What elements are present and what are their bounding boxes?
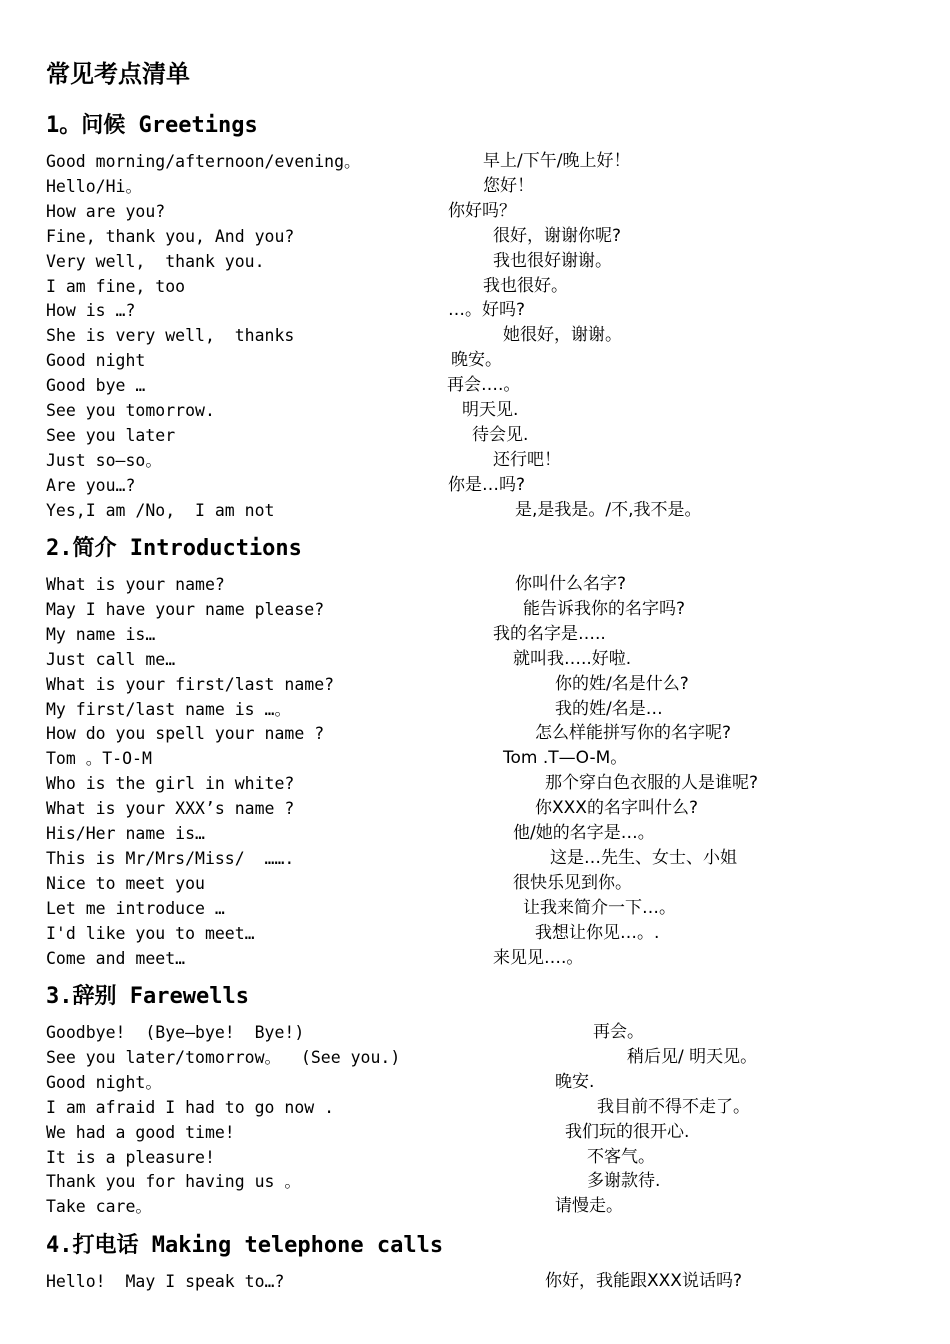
phrase-row <box>0 199 950 224</box>
english-phrase: Hello/Hi。 <box>46 176 142 196</box>
phrase-row <box>0 1120 950 1145</box>
page-title: 常见考点清单 <box>46 60 190 88</box>
chinese-translation: 你的姓/名是什么? <box>555 673 689 694</box>
phrase-row <box>0 1145 950 1170</box>
section-heading: 3.辞别 Farewells <box>46 984 249 1009</box>
phrase-row <box>0 771 950 796</box>
chinese-translation: 明天见. <box>462 400 519 420</box>
phrase-row <box>0 224 950 249</box>
chinese-translation: 她很好，谢谢。 <box>503 325 622 346</box>
phrase-row <box>0 721 950 746</box>
chinese-translation: 很好，谢谢你呢? <box>493 225 622 246</box>
english-phrase: What is your first/last name? <box>46 674 335 694</box>
chinese-translation: 再会….。 <box>447 375 521 396</box>
chinese-translation: 你叫什么名字? <box>515 574 627 594</box>
phrase-row <box>0 896 950 921</box>
chinese-translation: 晚安. <box>555 1071 595 1092</box>
chinese-translation: 怎么样能拼写你的名字呢? <box>535 723 732 744</box>
english-phrase: We had a good time! <box>46 1122 235 1142</box>
chinese-translation: 您好！ <box>483 175 534 196</box>
english-phrase: May I have your name please? <box>46 599 325 619</box>
phrase-row <box>0 298 950 323</box>
chinese-translation: 他/她的名字是…。 <box>513 823 655 843</box>
english-phrase: Nice to meet you <box>46 873 205 893</box>
chinese-translation: 来见见….。 <box>493 947 584 968</box>
english-phrase: I am afraid I had to go now . <box>46 1097 335 1117</box>
english-phrase: This is Mr/Mrs/Miss/ ……. <box>46 848 295 868</box>
phrase-row <box>0 622 950 647</box>
phrase-row <box>0 373 950 398</box>
english-phrase: Let me introduce … <box>46 898 225 918</box>
phrase-row <box>0 871 950 896</box>
phrase-row <box>0 1169 950 1194</box>
chinese-translation: …。好吗? <box>448 300 526 321</box>
english-phrase: Fine, thank you, And you? <box>46 226 295 246</box>
chinese-translation: 我也很好谢谢。 <box>493 250 612 271</box>
phrase-row <box>0 746 950 771</box>
chinese-translation: 你好，我能跟XXX说话吗? <box>545 1271 742 1291</box>
phrase-row <box>0 1070 950 1095</box>
phrase-row <box>0 647 950 672</box>
chinese-translation: 是,是我是。/不,我不是。 <box>515 499 702 520</box>
english-phrase: Hello! May I speak to…? <box>46 1272 285 1291</box>
section-heading: 2.简介 Introductions <box>46 536 302 561</box>
english-phrase: Thank you for having us 。 <box>46 1172 301 1192</box>
english-phrase: I'd like you to meet… <box>46 923 255 943</box>
english-phrase: See you later/tomorrow。 (See you.) <box>46 1047 401 1067</box>
phrase-row <box>0 597 950 622</box>
phrase-row <box>0 697 950 722</box>
chinese-translation: 我的姓/名是… <box>555 698 663 719</box>
english-phrase: She is very well, thanks <box>46 326 295 346</box>
chinese-translation: 我们玩的很开心. <box>565 1121 690 1142</box>
chinese-translation: 晚安。 <box>451 350 502 371</box>
english-phrase: Tom 。T-O-M <box>46 749 152 769</box>
english-phrase: Good bye … <box>46 376 146 396</box>
english-phrase: Take care。 <box>46 1197 152 1217</box>
english-phrase: His/Her name is… <box>46 824 205 843</box>
phrase-row <box>0 1269 950 1294</box>
phrase-row <box>0 498 950 523</box>
english-phrase: What is your name? <box>46 575 225 594</box>
english-phrase: Just call me… <box>46 649 176 669</box>
chinese-translation: 多谢款待. <box>587 1171 661 1192</box>
english-phrase: My first/last name is …。 <box>46 699 291 719</box>
english-phrase: Who is the girl in white? <box>46 774 295 794</box>
english-phrase: How are you? <box>46 201 166 221</box>
phrase-row <box>0 672 950 697</box>
phrase-row <box>0 174 950 199</box>
english-phrase: See you tomorrow. <box>46 401 215 420</box>
phrase-row <box>0 423 950 448</box>
english-phrase: My name is… <box>46 624 156 644</box>
phrase-row <box>0 572 950 597</box>
phrase-row <box>0 274 950 299</box>
english-phrase: Are you…? <box>46 475 136 495</box>
chinese-translation: 待会见. <box>472 424 529 445</box>
phrase-row <box>0 1020 950 1045</box>
english-phrase: Very well, thank you. <box>46 251 265 271</box>
section-heading: 4.打电话 Making telephone calls <box>46 1233 444 1258</box>
chinese-translation: 你XXX的名字叫什么? <box>535 798 698 819</box>
phrase-row <box>0 821 950 846</box>
english-phrase: How do you spell your name ? <box>46 724 325 744</box>
chinese-translation: 我也很好。 <box>483 275 568 296</box>
chinese-translation: 让我来简介一下…。 <box>523 897 676 918</box>
english-phrase: How is …? <box>46 301 136 321</box>
phrase-row <box>0 398 950 423</box>
chinese-translation: 稍后见/ 明天见。 <box>627 1046 758 1067</box>
chinese-translation: 这是…先生、女士、小姐 <box>550 847 737 868</box>
english-phrase: Just so—so。 <box>46 450 162 470</box>
english-phrase: I am fine, too <box>46 276 186 296</box>
english-phrase: Good night。 <box>46 1072 162 1092</box>
phrase-row <box>0 149 950 174</box>
phrase-row <box>0 796 950 821</box>
english-phrase: Come and meet… <box>46 948 186 968</box>
phrase-row <box>0 946 950 971</box>
phrase-row <box>0 448 950 473</box>
english-phrase: Good night <box>46 351 146 371</box>
phrase-row <box>0 323 950 348</box>
chinese-translation: 能告诉我你的名字吗? <box>523 598 686 619</box>
english-phrase: See you later <box>46 425 176 445</box>
english-phrase: Good morning/afternoon/evening。 <box>46 152 361 171</box>
chinese-translation: 你好吗？ <box>448 200 516 221</box>
chinese-translation: 就叫我…..好啦. <box>513 648 632 669</box>
chinese-translation: 我的名字是….. <box>493 623 606 644</box>
chinese-translation: Tom .T—O-M。 <box>503 748 628 769</box>
chinese-translation: 我目前不得不走了。 <box>597 1096 750 1117</box>
chinese-translation: 请慢走。 <box>555 1196 623 1217</box>
chinese-translation: 早上/下午/晚上好！ <box>483 151 631 171</box>
english-phrase: Yes,I am /No, I am not <box>46 500 275 520</box>
english-phrase: It is a pleasure! <box>46 1147 215 1167</box>
chinese-translation: 还行吧！ <box>493 449 561 470</box>
chinese-translation: 我想让你见…。. <box>535 922 660 943</box>
chinese-translation: 很快乐见到你。 <box>513 872 632 893</box>
phrase-row <box>0 473 950 498</box>
phrase-row <box>0 1194 950 1219</box>
phrase-row <box>0 1095 950 1120</box>
phrase-row <box>0 249 950 274</box>
english-phrase: What is your XXX’s name ? <box>46 799 295 819</box>
chinese-translation: 那个穿白色衣服的人是谁呢? <box>545 773 759 794</box>
chinese-translation: 你是…吗? <box>448 474 526 495</box>
chinese-translation: 不客气。 <box>587 1146 655 1167</box>
english-phrase: Goodbye! (Bye—bye! Bye!) <box>46 1023 305 1042</box>
chinese-translation: 再会。 <box>593 1022 644 1042</box>
phrase-row <box>0 1045 950 1070</box>
phrase-row <box>0 921 950 946</box>
section-heading: 1。问候 Greetings <box>46 113 258 138</box>
phrase-row <box>0 846 950 871</box>
phrase-row <box>0 348 950 373</box>
